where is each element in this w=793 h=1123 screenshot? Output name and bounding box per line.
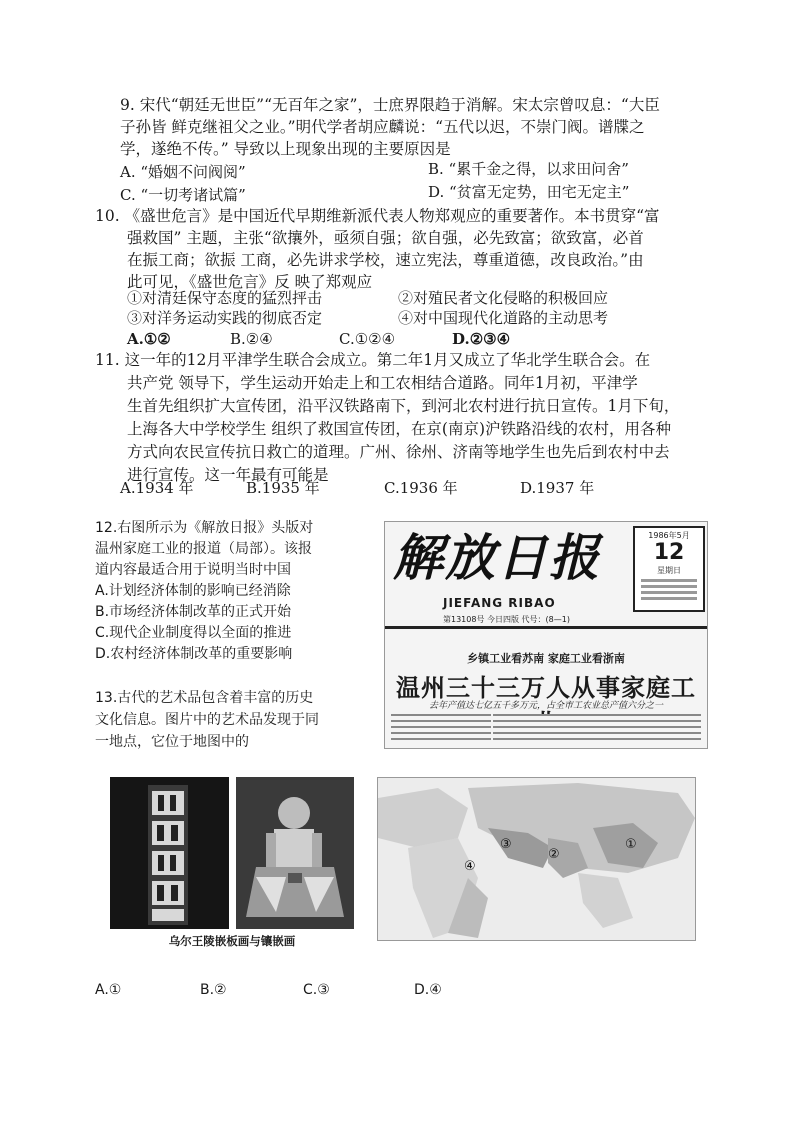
q9-stem-line2: 子孙皆 鲜克继祖父之业。”明代学者胡应麟说：“五代以迟，不崇门阀。谱牒之 — [120, 118, 645, 136]
q9-option-b: B. “累千金之得，以求田问舍” — [428, 160, 629, 178]
q10-option-d: D.②③④ — [452, 330, 511, 348]
newspaper-issue: 第13108号 今日四版 代号：(8—1) — [443, 615, 570, 624]
q12-option-b: B.市场经济体制改革的正式开始 — [95, 604, 292, 620]
q11-stem-line4: 上海各大中学校学生 组织了救国宣传团，在京(南京)沪铁路沿线的农村，用各种 — [127, 420, 672, 438]
q9-option-a: A. “婚姻不问阀阅” — [120, 163, 246, 181]
q11-stem-line3: 生首先组织扩大宣传团，沿平汉铁路南下，到河北农村进行抗日宣传。1月下旬， — [127, 397, 680, 415]
q10-item-1: ①对清廷保守态度的猛烈抨击 — [127, 289, 323, 307]
q13-stem-line1: 13.古代的艺术品包含着丰富的历史 — [95, 690, 314, 706]
q11-option-b: B.1935 年 — [246, 479, 320, 497]
q11-stem-line6: 进行宣传。这一年最有可能是 — [127, 466, 329, 484]
q13-option-b: B.② — [200, 982, 227, 998]
ur-inlaid-panel-image — [110, 777, 229, 929]
newspaper-pinyin: JIEFANG RIBAO — [443, 596, 556, 610]
q13-option-c: C.③ — [303, 982, 330, 998]
newspaper-date-day: 12 — [653, 540, 685, 565]
map-mark-4: ④ — [464, 859, 476, 874]
q10-option-a: A.①② — [127, 330, 171, 348]
q10-stem-line2: 强救国” 主题，主张“欲攘外，亟须自强；欲自强，必先致富；欲致富，必首 — [127, 229, 644, 247]
artifact-caption: 乌尔王陵嵌板画与镶嵌画 — [168, 934, 296, 948]
q9-option-c: C. “一切考诸试篇” — [120, 186, 246, 204]
q9-stem-line1: 9. 宋代“朝廷无世臣”“无百年之家”，士庶界限趋于消解。宋太宗曾叹息：“大臣 — [120, 96, 660, 114]
q12-stem-line1: 12.右图所示为《解放日报》头版对 — [95, 520, 314, 536]
q11-stem-line5: 方式向农民宣传抗日救亡的道理。广州、徐州、济南等地学生也先后到农村中去 — [127, 443, 670, 461]
q11-option-c: C.1936 年 — [384, 479, 458, 497]
q11-stem-line2: 共产党 领导下，学生运动开始走上和工农相结合道路。同年1月初，平津学 — [127, 374, 638, 392]
q10-option-c: C.①②④ — [339, 330, 396, 348]
world-map — [377, 777, 696, 941]
q9-option-d: D. “贫富无定势，田宅无定主” — [428, 183, 630, 201]
map-mark-2: ② — [548, 847, 560, 862]
q11-option-a: A.1934 年 — [120, 479, 194, 497]
newspaper-kicker: 乡镇工业看苏南 家庭工业看浙南 — [467, 652, 625, 665]
newspaper-date-box — [633, 526, 705, 612]
q12-stem-line3: 道内容最适合用于说明当时中国 — [95, 562, 291, 578]
newspaper-deck: 去年产值达七亿五千多万元，占全市工农业总产值六分之一 — [428, 701, 663, 711]
q11-option-d: D.1937 年 — [520, 479, 595, 497]
newspaper-clipping — [384, 521, 708, 749]
q10-item-2: ②对殖民者文化侵略的积极回应 — [398, 289, 609, 307]
map-mark-3: ③ — [500, 837, 512, 852]
q9-stem-line3: 学，遂绝不传。” 导致以上现象出现的主要原因是 — [120, 140, 451, 158]
q10-stem-line3: 在振工商；欲振 工商，必先讲求学校，速立宪法，尊重道德，改良政治。”由 — [127, 251, 644, 269]
newspaper-date-year-month: 1986年5月 — [648, 531, 690, 540]
ur-mosaic-image — [236, 777, 354, 929]
q10-stem-line1: 10. 《盛世危言》是中国近代早期维新派代表人物郑观应的重要著作。本书贯穿“富 — [95, 207, 660, 225]
q10-stem-line4: 此可见，《盛世危言》反 映了郑观应 — [127, 273, 373, 291]
q11-stem-line1: 11. 这一年的12月平津学生联合会成立。第二年1月又成立了华北学生联合会。在 — [95, 351, 651, 369]
q12-option-c: C.现代企业制度得以全面的推进 — [95, 625, 292, 641]
q13-stem-line3: 一地点，它位于地图中的 — [95, 734, 249, 750]
newspaper-rule — [385, 626, 707, 629]
q13-option-a: A.① — [95, 982, 122, 998]
q10-item-3: ③对洋务运动实践的彻底否定 — [127, 309, 323, 327]
q10-option-b: B.②④ — [230, 330, 273, 348]
q10-item-4: ④对中国现代化道路的主动思考 — [398, 309, 609, 327]
q12-option-d: D.农村经济体制改革的重要影响 — [95, 646, 293, 662]
map-mark-1: ① — [625, 837, 637, 852]
q13-option-d: D.④ — [414, 982, 442, 998]
newspaper-headline: 温州三十三万人从事家庭工 — [396, 674, 696, 702]
newspaper-date-weekday: 星期日 — [657, 566, 681, 575]
newspaper-body-text — [391, 714, 701, 744]
q12-stem-line2: 温州家庭工业的报道（局部）。该报 — [95, 541, 312, 557]
q12-option-a: A.计划经济体制的影响已经消除 — [95, 583, 291, 599]
q13-stem-line2: 文化信息。图片中的艺术品发现于同 — [95, 712, 319, 728]
newspaper-masthead: 解放日报 — [393, 528, 601, 587]
